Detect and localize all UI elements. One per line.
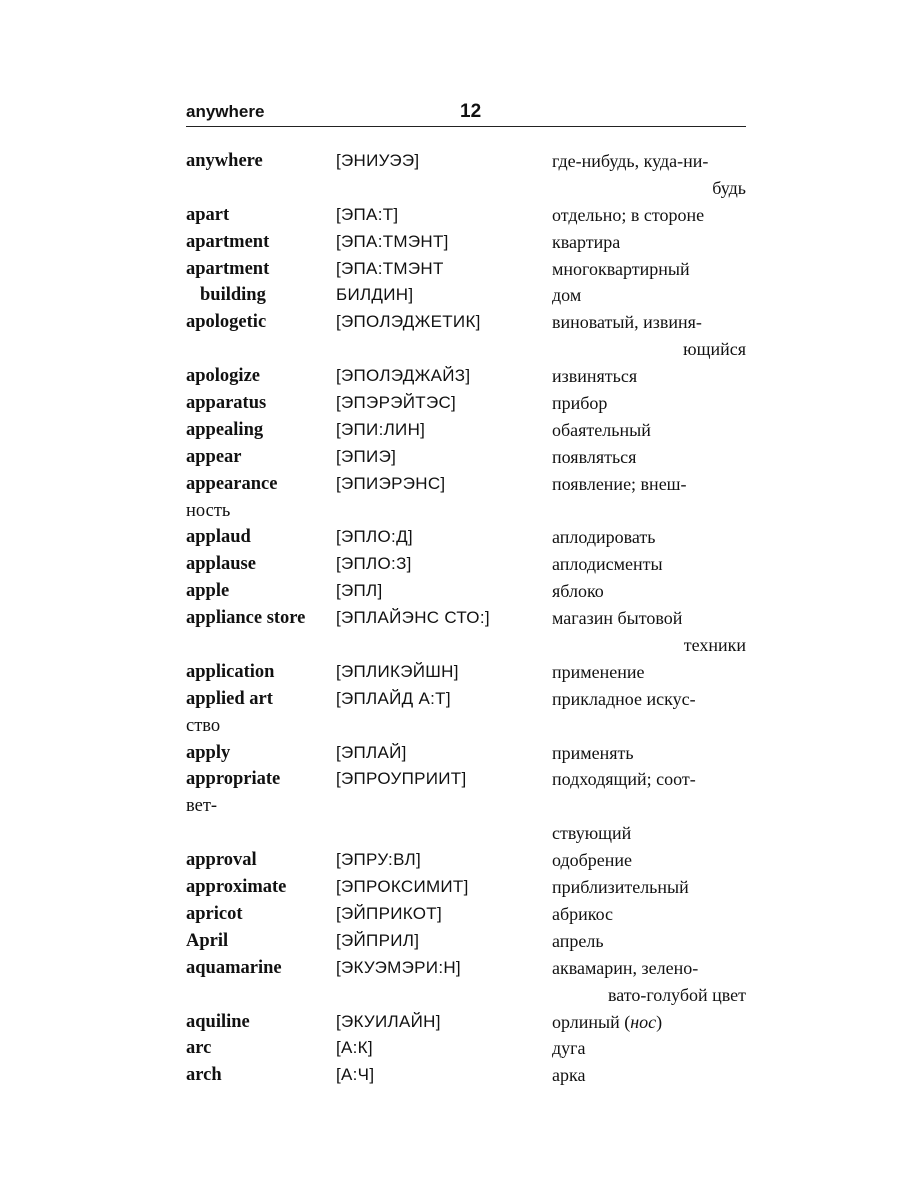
headword: apologetic — [186, 312, 267, 333]
translation-text: одобрение — [552, 850, 633, 871]
entry-continuation: вет- — [186, 796, 218, 817]
headword: approximate — [186, 877, 287, 898]
translation-text: абрикос — [552, 903, 614, 924]
entry-line — [186, 1009, 746, 1036]
entry-line — [186, 309, 746, 336]
translation-text: вато-голубой цвет — [607, 984, 746, 1005]
translation — [552, 256, 746, 283]
transcription: [ЭКУИЛАЙН] — [336, 1011, 441, 1031]
translation-text: появление; внеш- — [552, 473, 687, 494]
transcription: [ЭПЭРЭЙТЭС] — [336, 393, 457, 413]
headword: approval — [186, 850, 257, 871]
translation-text: дом — [552, 285, 582, 306]
headword: aquamarine — [186, 957, 282, 978]
translation — [552, 471, 746, 498]
headword: apricot — [186, 903, 243, 924]
translation-text: дуга — [552, 1038, 586, 1059]
entry-line — [186, 766, 746, 793]
translation — [552, 766, 746, 793]
translation-text: техники — [683, 635, 746, 656]
entry-continuation: ство — [186, 715, 221, 736]
translation — [552, 1009, 746, 1036]
translation — [552, 659, 746, 686]
transcription: [ЭПЛО:З] — [336, 554, 412, 574]
entry-line — [186, 847, 746, 874]
entry-line — [186, 1035, 746, 1062]
translation-text: аквамарин, зелено- — [552, 957, 699, 978]
translation — [552, 336, 746, 363]
entry-line — [186, 820, 746, 847]
headword: apartment — [186, 258, 270, 279]
page-number: 12 — [460, 101, 482, 122]
entry-line — [186, 444, 746, 471]
transcription: [ЭПИ:ЛИН] — [336, 419, 426, 439]
transcription: БИЛДИН] — [336, 285, 414, 305]
translation-text: квартира — [552, 231, 621, 252]
entry-line — [186, 874, 746, 901]
entry-line — [186, 471, 746, 498]
entry-line — [186, 229, 746, 256]
entry-line — [186, 336, 746, 363]
headword: apply — [186, 742, 231, 763]
transcription: [ЭПРУ:ВЛ] — [336, 850, 422, 870]
translation — [552, 417, 746, 444]
headword: applause — [186, 554, 256, 575]
entry-line — [186, 282, 746, 309]
entry-line — [186, 686, 746, 713]
headword: apart — [186, 204, 230, 225]
headword: application — [186, 661, 275, 682]
headword: appearance — [186, 473, 278, 494]
transcription: [ЭПЛАЙЭНС СТО:] — [336, 608, 490, 628]
translation-text: где-нибудь, куда-ни- — [552, 151, 709, 171]
headword: appropriate — [186, 769, 281, 790]
headword: apple — [186, 581, 230, 602]
headword: anywhere — [186, 151, 263, 171]
entry-line — [186, 551, 746, 578]
translation — [552, 686, 746, 713]
translation-text: применять — [552, 742, 634, 763]
translation — [552, 444, 746, 471]
translation-text: магазин бытовой — [552, 608, 683, 629]
transcription: [А:К] — [336, 1038, 373, 1058]
translation-text: прибор — [552, 393, 608, 414]
entry-line — [186, 390, 746, 417]
translation — [552, 390, 746, 417]
translation — [552, 928, 746, 955]
headword: appealing — [186, 419, 264, 440]
translation — [552, 632, 746, 659]
headword: aquiline — [186, 1011, 250, 1032]
entry-line — [186, 928, 746, 955]
translation-text: будь — [712, 177, 746, 198]
translation-suffix: ) — [656, 1011, 663, 1032]
transcription: [ЭПЛО:Д] — [336, 527, 413, 547]
transcription: [ЭПРОКСИМИТ] — [336, 877, 469, 897]
translation — [552, 874, 746, 901]
transcription: [А:Ч] — [336, 1065, 375, 1085]
headword: building — [200, 285, 266, 306]
entry-line — [186, 148, 746, 175]
translation-text: обаятельный — [552, 419, 651, 440]
transcription: [ЭПИЭ] — [336, 446, 397, 466]
translation-text: аплодисменты — [552, 554, 663, 575]
translation — [552, 202, 746, 229]
translation-text: виноватый, извиня- — [552, 312, 702, 333]
entry-line — [186, 659, 746, 686]
translation — [552, 847, 746, 874]
entry-line — [186, 740, 746, 767]
headword: applied art — [186, 688, 273, 709]
entry-line — [186, 605, 746, 632]
translation-text: многоквартирный — [552, 258, 690, 279]
entry-line — [186, 498, 746, 525]
transcription: [ЭНИУЭЭ] — [336, 151, 420, 170]
translation — [552, 229, 746, 256]
headword: appear — [186, 446, 242, 467]
translation — [552, 148, 746, 175]
translation-text: арка — [552, 1065, 586, 1086]
entry-line — [186, 524, 746, 551]
headword: arc — [186, 1038, 212, 1059]
entry-line — [186, 982, 746, 1009]
transcription: [ЭПЛАЙ] — [336, 742, 407, 762]
translation-text: апрель — [552, 930, 604, 951]
translation-text: ствующий — [552, 823, 632, 844]
translation-text: подходящий; соот- — [552, 769, 696, 790]
headword: apologize — [186, 366, 260, 387]
headword: appliance store — [186, 608, 306, 629]
translation-text: аплодировать — [552, 527, 656, 548]
entry-line — [186, 363, 746, 390]
translation — [552, 175, 746, 202]
entry-line — [186, 632, 746, 659]
transcription: [ЭПА:ТМЭНТ — [336, 258, 444, 278]
translation-text: появляться — [552, 446, 637, 467]
entry-line — [186, 256, 746, 283]
headword: April — [186, 930, 229, 951]
headword: apparatus — [186, 393, 267, 414]
translation-text: извиняться — [552, 366, 638, 387]
entry-line — [186, 713, 746, 740]
translation — [552, 820, 746, 847]
translation — [552, 363, 746, 390]
headword: arch — [186, 1065, 222, 1086]
translation-text: приблизительный — [552, 877, 689, 898]
translation — [552, 982, 746, 1009]
entry-line — [186, 417, 746, 444]
translation — [552, 578, 746, 605]
entry-line — [186, 793, 746, 820]
transcription: [ЭПЛ] — [336, 581, 383, 601]
entry-line — [186, 1062, 746, 1089]
transcription: [ЭПА:Т] — [336, 204, 399, 224]
translation-text: ющийся — [683, 339, 746, 360]
entry-line — [186, 955, 746, 982]
translation — [552, 282, 746, 309]
header-guide-word: anywhere — [186, 102, 265, 121]
translation-text: отдельно; в стороне — [552, 204, 705, 225]
translation — [552, 605, 746, 632]
translation-text: применение — [552, 661, 645, 682]
translation — [552, 1035, 746, 1062]
transcription: [ЭПИЭРЭНС] — [336, 473, 446, 493]
running-header — [186, 100, 746, 127]
transcription: [ЭПРОУПРИИТ] — [336, 769, 467, 789]
entry-line — [186, 578, 746, 605]
translation-note: нос — [630, 1011, 657, 1032]
translation — [552, 740, 746, 767]
transcription: [ЭЙПРИЛ] — [336, 930, 420, 950]
translation-text: яблоко — [552, 581, 604, 602]
headword: apartment — [186, 231, 270, 252]
translation — [552, 524, 746, 551]
translation — [552, 551, 746, 578]
headword: applaud — [186, 527, 251, 548]
translation — [552, 955, 746, 982]
entry-line — [186, 901, 746, 928]
transcription: [ЭПОЛЭДЖЕТИК] — [336, 312, 481, 332]
transcription: [ЭПЛИКЭЙШН] — [336, 661, 459, 681]
transcription: [ЭПЛАЙД А:Т] — [336, 688, 451, 708]
translation — [552, 901, 746, 928]
transcription: [ЭКУЭМЭРИ:Н] — [336, 957, 461, 977]
entry-line — [186, 175, 746, 202]
translation — [552, 1062, 746, 1089]
entry-continuation: ность — [186, 500, 231, 521]
entry-list — [186, 148, 746, 1089]
transcription: [ЭЙПРИКОТ] — [336, 903, 442, 923]
translation-text: орлиный ( — [552, 1011, 631, 1032]
entry-line — [186, 202, 746, 229]
transcription: [ЭПОЛЭДЖАЙЗ] — [336, 366, 471, 386]
translation — [552, 309, 746, 336]
transcription: [ЭПА:ТМЭНТ] — [336, 231, 449, 251]
translation-text: прикладное искус- — [552, 688, 696, 709]
